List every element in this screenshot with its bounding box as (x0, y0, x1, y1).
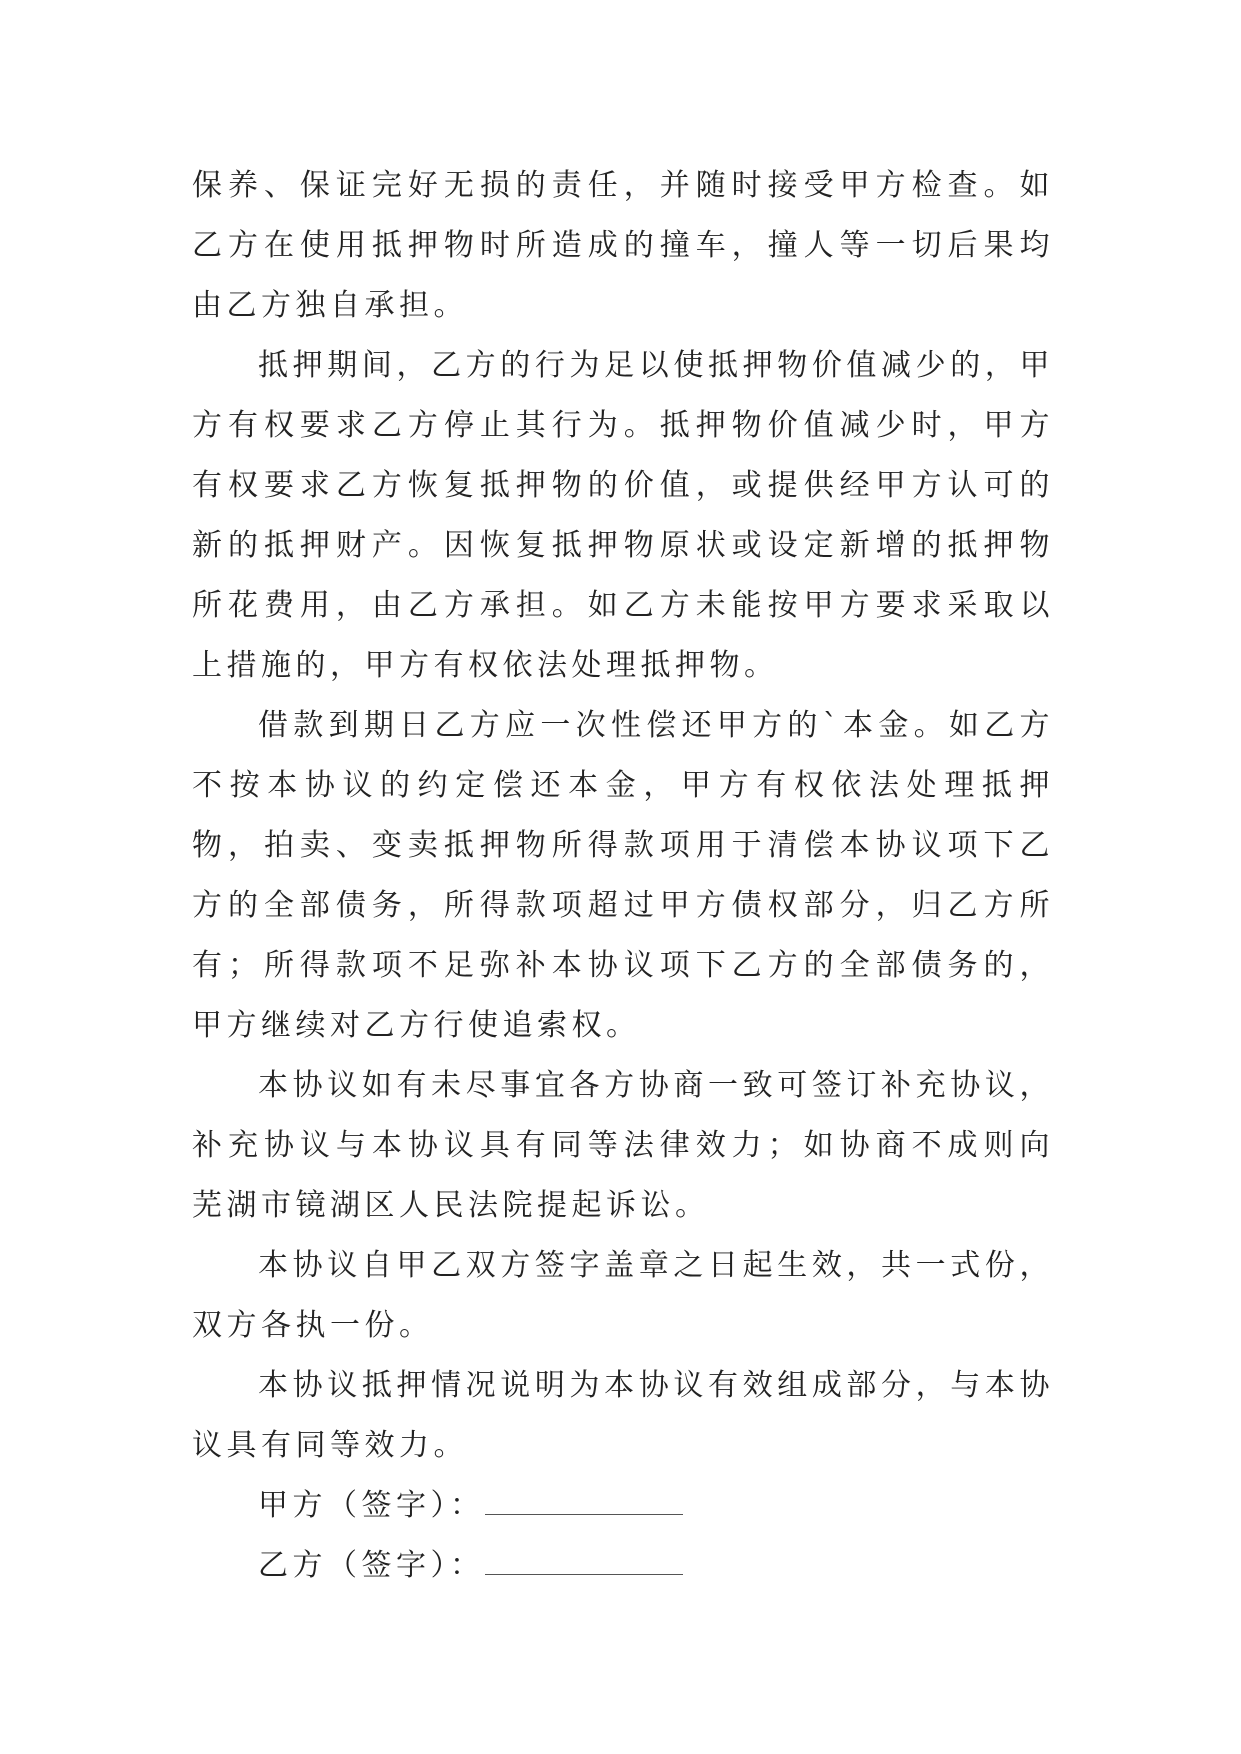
paragraph-loan-repayment: 借款到期日乙方应一次性偿还甲方的`本金。如乙方不按本协议的约定偿还本金，甲方有权依法处理抵押物，拍卖、变卖抵押物所得款项用于清偿本协议项下乙方的全部债务，所得款项超过甲方债权部分，归乙方所有；所得款项不足弥补本协议项下乙方的全部债务的，甲方继续对乙方行使追索权。 (192, 708, 1054, 1043)
document-body (192, 156, 1054, 1596)
signature-label-party-b: 乙方（签字）： (258, 1548, 485, 1583)
signature-blank-party-a (485, 1492, 683, 1515)
signature-line-party-a (192, 1476, 1054, 1536)
signature-line-party-b (192, 1536, 1054, 1596)
paragraph-supplementary-agreement: 本协议如有未尽事宜各方协商一致可签订补充协议，补充协议与本协议具有同等法律效力；如协商不成则向芜湖市镜湖区人民法院提起诉讼。 (192, 1068, 1054, 1223)
signature-blank-party-b (485, 1552, 683, 1575)
paragraph-mortgage-period: 抵押期间，乙方的行为足以使抵押物价值减少的，甲方有权要求乙方停止其行为。抵押物价值减少时，甲方有权要求乙方恢复抵押物的价值，或提供经甲方认可的新的抵押财产。因恢复抵押物原状或设定新增的抵押物所花费用，由乙方承担。如乙方未能按甲方要求采取以上措施的，甲方有权依法处理抵押物。 (192, 348, 1054, 683)
paragraph-maintenance-liability: 保养、保证完好无损的责任，并随时接受甲方检查。如乙方在使用抵押物时所造成的撞车，撞人等一切后果均由乙方独自承担。 (192, 168, 1054, 323)
signature-label-party-a: 甲方（签字）： (258, 1488, 485, 1523)
paragraph-effective-date: 本协议自甲乙双方签字盖章之日起生效，共一式份，双方各执一份。 (192, 1248, 1054, 1343)
paragraph-mortgage-description: 本协议抵押情况说明为本协议有效组成部分，与本协议具有同等效力。 (192, 1368, 1054, 1463)
